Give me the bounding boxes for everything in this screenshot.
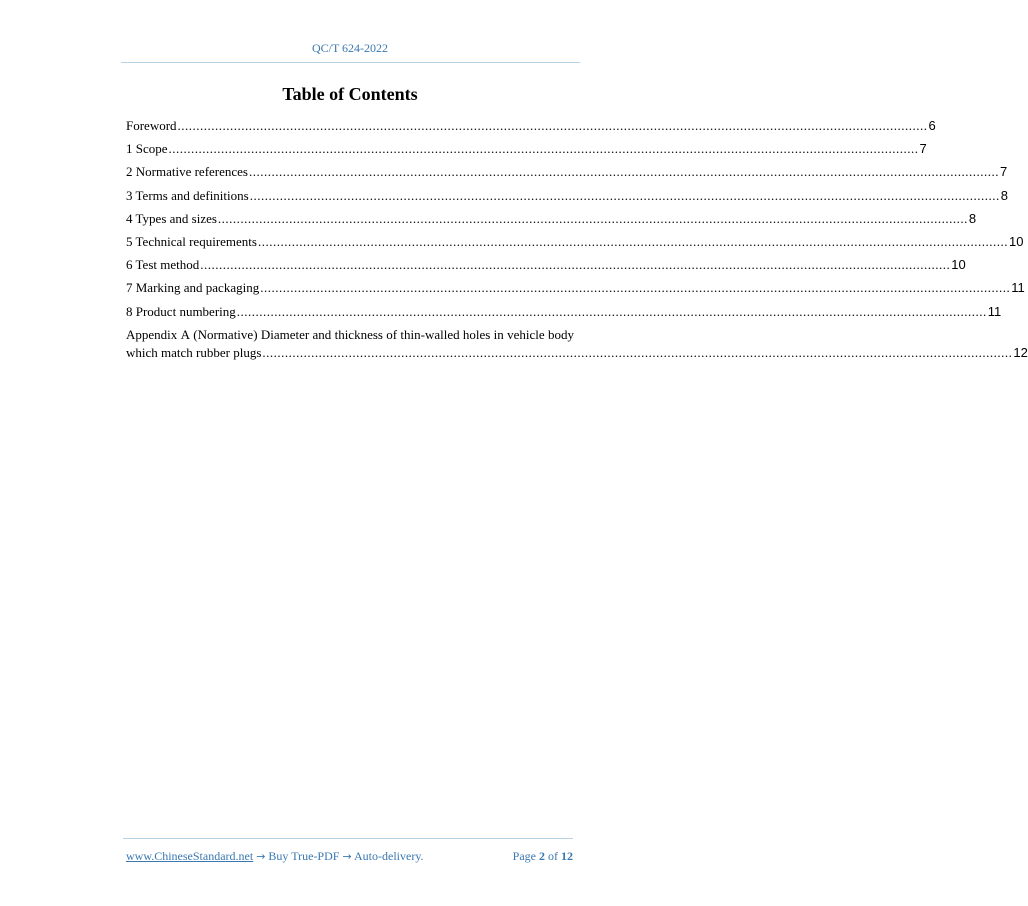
toc-appendix-word: vehicle — [507, 326, 545, 342]
toc-appendix-word: Diameter — [260, 326, 310, 342]
toc-entry-scope[interactable] — [126, 140, 927, 163]
toc-entry-page: 6 — [928, 118, 936, 133]
toc-appendix-word: Appendix — [126, 326, 178, 342]
footer — [126, 849, 573, 864]
toc-entry-label: 8 Product numbering — [126, 303, 236, 319]
toc-entry-label: 3 Terms and definitions — [126, 187, 249, 203]
toc-entry-page: 10 — [951, 257, 966, 273]
toc-entry-types-and-sizes[interactable] — [126, 210, 977, 233]
toc-leader-dots: ........................................................................................................................................................................................................ — [262, 344, 1013, 360]
toc-appendix-word: and — [312, 326, 332, 342]
toc-appendix-word: in — [493, 326, 504, 342]
toc-title: Table of Contents — [282, 84, 418, 104]
toc-entry-appendix-a[interactable] — [126, 326, 1028, 362]
buy-true-pdf-link[interactable]: Buy True-PDF — [268, 849, 340, 863]
toc-entry-page: 7 — [919, 141, 927, 157]
toc-appendix-word: thin-walled — [400, 326, 460, 342]
toc-entry-test-method[interactable] — [126, 256, 966, 279]
toc-leader-dots: ........................................................................................................................................................................................................ — [177, 118, 928, 133]
page-label: Page — [512, 849, 536, 863]
of-label: of — [548, 849, 558, 863]
toc-leader-dots: ........................................................................................................................................................................................................ — [249, 164, 999, 180]
toc-entry-label: Foreword — [126, 118, 177, 133]
toc-appendix-line-1 — [126, 326, 574, 344]
toc-entry-terms-and-definitions[interactable] — [126, 187, 1008, 210]
site-link[interactable]: www.ChineseStandard.net — [126, 849, 254, 863]
toc-entry-label: 6 Test method — [126, 257, 200, 273]
page-indicator — [513, 849, 573, 864]
footer-divider — [123, 838, 573, 839]
toc-leader-dots: ........................................................................................................................................................................................................ — [217, 210, 968, 226]
toc-entry-label: 1 Scope — [126, 141, 168, 157]
toc-entry-normative-references[interactable] — [126, 163, 1008, 186]
toc-entry-page: 7 — [1000, 164, 1008, 180]
toc-leader-dots: ........................................................................................................................................................................................................ — [260, 280, 1011, 296]
toc-entry-label: 4 Types and sizes — [126, 210, 217, 226]
current-page-number: 2 — [539, 849, 545, 863]
toc-entry-marking-and-packaging[interactable] — [126, 279, 1025, 302]
toc-appendix-word: thickness — [334, 326, 383, 342]
toc-entry-page: 11 — [987, 303, 1002, 319]
toc-appendix-word: body — [547, 326, 574, 342]
toc-leader-dots: ........................................................................................................................................................................................................ — [249, 187, 1000, 203]
toc-entry-technical-requirements[interactable] — [126, 233, 1024, 256]
total-pages-number: 12 — [561, 849, 573, 863]
toc-appendix-word: of — [386, 326, 398, 342]
toc-appendix-word: holes — [462, 326, 491, 342]
toc-entry-label: which match rubber plugs — [126, 344, 262, 360]
toc-appendix-word: A — [180, 326, 190, 342]
arrow-right-icon: → — [342, 850, 352, 863]
toc-leader-dots: ........................................................................................................................................................................................................ — [168, 141, 919, 157]
toc-entry-page: 8 — [1000, 187, 1008, 203]
toc-entry-page: 12 — [1013, 344, 1028, 360]
toc-leader-dots: ........................................................................................................................................................................................................ — [200, 257, 951, 273]
toc-entry-page: 10 — [1008, 233, 1024, 249]
footer-left — [126, 849, 424, 864]
toc-entry-product-numbering[interactable] — [126, 303, 1002, 326]
arrow-right-icon: → — [256, 850, 266, 863]
toc-entry-foreword[interactable] — [126, 117, 936, 140]
header-divider — [121, 62, 580, 63]
table-of-contents — [126, 117, 1028, 362]
header-doc-id: QC/T 624-2022 — [311, 41, 389, 55]
toc-appendix-line-2 — [126, 344, 1028, 362]
toc-entry-label: 7 Marking and packaging — [126, 280, 260, 296]
toc-leader-dots: ........................................................................................................................................................................................................ — [257, 233, 1008, 249]
toc-appendix-word: (Normative) — [193, 326, 258, 342]
toc-entry-label: 5 Technical requirements — [126, 233, 257, 249]
toc-entry-page: 11 — [1011, 280, 1025, 296]
toc-leader-dots: ........................................................................................................................................................................................................ — [236, 303, 987, 319]
auto-delivery-text: Auto-delivery. — [354, 849, 424, 863]
toc-entry-label: 2 Normative references — [126, 164, 248, 180]
toc-entry-page: 8 — [968, 210, 977, 226]
